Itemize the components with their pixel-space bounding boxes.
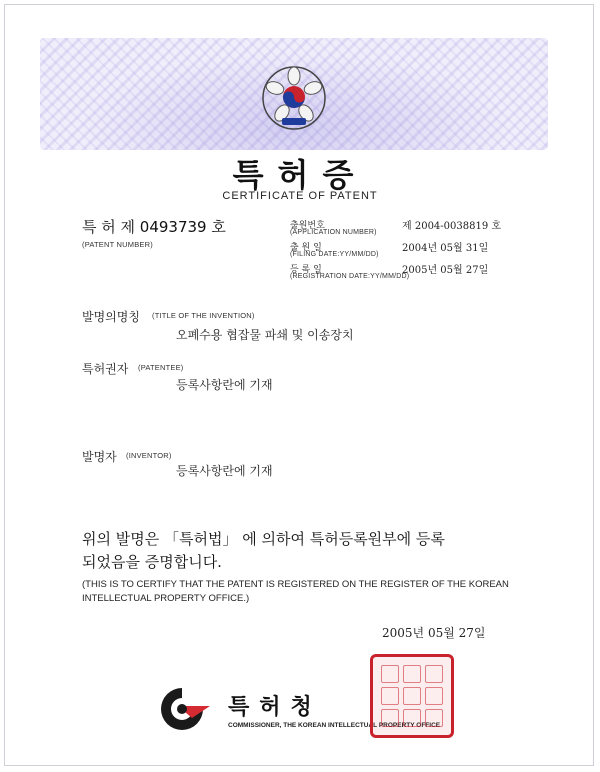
patentee-label: 특허권자 xyxy=(82,362,129,376)
filing-date-value: 2004년 05월 31일 xyxy=(402,243,489,254)
patent-number: 특 허 제 0493739 호 xyxy=(82,218,226,236)
application-number-label: 출원번호 xyxy=(290,221,325,231)
registration-date-value: 2005년 05월 27일 xyxy=(402,265,489,276)
issue-date: 2005년 05월 27일 xyxy=(382,626,486,640)
agency-name: 특허청 xyxy=(228,695,322,720)
statement-en-line1: (THIS IS TO CERTIFY THAT THE PATENT IS REGISTERED ON THE REGISTER OF THE KOREAN xyxy=(82,579,509,590)
statement-kr-line1: 위의 발명은 「특허법」 에 의하여 특허등록원부에 등록 xyxy=(82,530,445,548)
application-number-label-en: (APPLICATION NUMBER) xyxy=(290,229,377,236)
inventor-label-en: (INVENTOR) xyxy=(126,451,172,460)
filing-date-label: 출 원 일 xyxy=(290,243,322,253)
statement-kr-line2: 되었음을 증명합니다. xyxy=(82,553,222,571)
invention-title-label-en: (TITLE OF THE INVENTION) xyxy=(152,311,255,320)
inventor-label: 발명자 xyxy=(82,450,117,464)
kipo-logo-icon xyxy=(152,684,212,734)
patent-number-label-en: (PATENT NUMBER) xyxy=(82,240,153,249)
statement-en-line2: INTELLECTUAL PROPERTY OFFICE.) xyxy=(82,593,250,604)
invention-title-label: 발명의명칭 xyxy=(82,310,140,324)
patentee-label-en: (PATENTEE) xyxy=(138,363,184,372)
government-emblem-icon xyxy=(260,64,328,132)
application-number-value: 제 2004-0038819 호 xyxy=(402,221,502,232)
invention-title-value: 오폐수용 협잡물 파쇄 및 이송장치 xyxy=(176,328,354,342)
registration-date-label: 등 록 일 xyxy=(290,265,322,275)
registration-date-label-en: (REGISTRATION DATE:YY/MM/DD) xyxy=(290,273,410,280)
agency-name-en: COMMISSIONER, THE KOREAN INTELLECTUAL PROPERTY OFFICE xyxy=(228,722,441,729)
certificate-subtitle: CERTIFICATE OF PATENT xyxy=(222,190,378,202)
official-seal-icon xyxy=(370,654,454,738)
patentee-value: 등록사항란에 기재 xyxy=(176,378,273,392)
filing-date-label-en: (FILING DATE:YY/MM/DD) xyxy=(290,251,379,258)
certificate-title: 특허증 xyxy=(232,156,368,194)
inventor-value: 등록사항란에 기재 xyxy=(176,464,273,478)
